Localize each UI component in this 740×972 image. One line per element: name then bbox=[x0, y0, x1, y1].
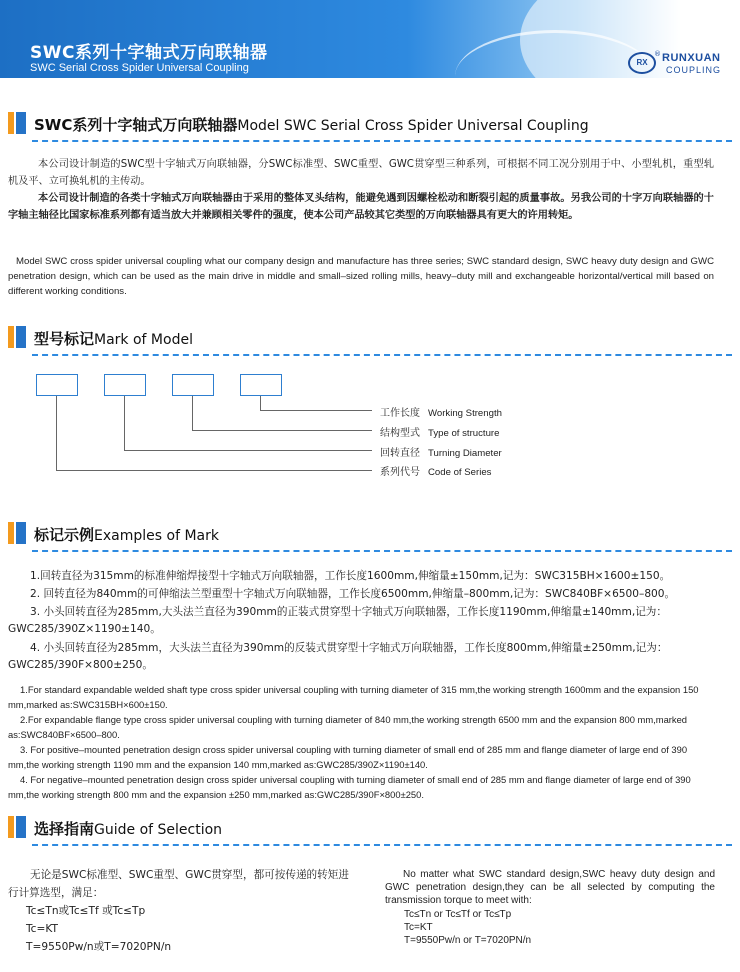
logo-registered: ® bbox=[654, 50, 661, 58]
model-label-series-code: 系列代号 Code of Series bbox=[380, 467, 492, 478]
model-label-turning-diameter: 回转直径 Turning Diameter bbox=[380, 448, 502, 459]
section-model-title: 型号标记Mark of Model bbox=[34, 330, 193, 348]
section-divider bbox=[32, 550, 732, 552]
leader-line bbox=[56, 470, 372, 471]
section-marker-orange bbox=[8, 326, 14, 348]
section-selection-header bbox=[0, 812, 740, 852]
example-en-2: 2.For expandable flange type cross spider universal coupling with turning diameter of 840 mm,the working strength 6500 mm and the expansion 800 mm,marked as:SWC840BF×6500–800. bbox=[8, 714, 688, 740]
leader-line bbox=[192, 396, 193, 430]
example-en-1: 1.For standard expandable welded shaft type cross spider universal coupling with turning diameter of 315 mm,the working strength 1600mm and the expansion 150 mm,marked as:SWC315BH×600±150. bbox=[8, 684, 699, 710]
intro-paragraph-cn-bold: 本公司设计制造的各类十字轴式万向联轴器由于采用的整体叉头结构，能避免遇到因螺栓松动和断裂引起的质量事故。另我公司的十字万向联轴器的十字轴主轴径比国家标准系列都有适当放大并兼顾相关零件的强度，使本公司产品较其它类型的万向联轴器具有更大的许用转矩。 bbox=[8, 193, 714, 221]
section-model-header bbox=[0, 322, 740, 362]
selection-formula-en-2: Tc=KT bbox=[404, 922, 433, 933]
leader-line bbox=[192, 430, 372, 431]
logo-subtext: COUPLING bbox=[666, 65, 722, 75]
intro-paragraph-en: Model SWC cross spider universal coupling what our company design and manufacture has three series; SWC standard design, SWC heavy duty design and GWC penetration design, which can be used as the main drive in middle and small–sized rolling mills, heavy–duty mill and exchangeable horizontal/vertical mill based on different working conditions. bbox=[8, 256, 714, 297]
selection-intro-en: No matter what SWC standard design,SWC heavy duty design and GWC penetration design,they can be all selected by computing the transmission torque to meet with: bbox=[385, 869, 715, 906]
selection-formula-en-3: T=9550Pw/n or T=7020PN/n bbox=[404, 935, 532, 946]
leader-line bbox=[260, 396, 261, 410]
section-marker-blue bbox=[16, 522, 26, 544]
section-marker-blue bbox=[16, 112, 26, 134]
model-box-structure bbox=[172, 374, 214, 396]
selection-formula-cn-3: T=9550Pw/n或T=7020PN/n bbox=[26, 941, 172, 953]
section-selection-title: 选择指南Guide of Selection bbox=[34, 820, 223, 838]
section-examples-header bbox=[0, 518, 740, 558]
example-cn-1: 1.回转直径为315mm的标准伸缩焊接型十字轴式万向联轴器，工作长度1600mm,伸缩量±150mm,记为：SWC315BH×1600±150。 bbox=[30, 570, 671, 582]
section-divider bbox=[32, 140, 732, 142]
section-marker-blue bbox=[16, 326, 26, 348]
company-logo bbox=[628, 50, 738, 76]
banner-title: SWC系列十字轴式万向联轴器 bbox=[30, 43, 268, 63]
section-marker-orange bbox=[8, 112, 14, 134]
leader-line bbox=[260, 410, 372, 411]
model-box-length bbox=[240, 374, 282, 396]
section-marker-orange bbox=[8, 816, 14, 838]
leader-line bbox=[124, 450, 372, 451]
example-cn-3: 3. 小头回转直径为285mm,大头法兰直径为390mm的正装式贯穿型十字轴式万向联轴器，工作长度1190mm,伸缩量±140mm,记为：GWC285/390Z×1190±140。 bbox=[8, 606, 667, 635]
logo-mark-icon: RX bbox=[628, 52, 656, 74]
selection-formula-cn-2: Tc=KT bbox=[26, 923, 58, 935]
section-divider bbox=[32, 354, 732, 356]
model-label-working-strength: 工作长度 Working Strength bbox=[380, 408, 502, 419]
logo-name: RUNXUAN bbox=[662, 52, 721, 64]
section-intro-header bbox=[0, 108, 740, 148]
section-intro-title: SWC系列十字轴式万向联轴器Model SWC Serial Cross Spider Universal Coupling bbox=[34, 116, 589, 134]
section-marker-blue bbox=[16, 816, 26, 838]
example-cn-4: 4. 小头回转直径为285mm，大头法兰直径为390mm的反装式贯穿型十字轴式万向联轴器，工作长度800mm,伸缩量±250mm,记为：GWC285/390F×800±250。 bbox=[8, 642, 668, 671]
example-en-4: 4. For negative–mounted penetration design cross spider universal coupling with turning diameter of small end of 285 mm and flange diameter of large end of 390 mm,the working strength 800 mm and the expansion ±250 mm,marked as:GWC285/390F×800±250. bbox=[8, 774, 691, 800]
section-divider bbox=[32, 844, 732, 846]
leader-line bbox=[56, 396, 57, 470]
model-box-series bbox=[36, 374, 78, 396]
banner-subtitle: SWC Serial Cross Spider Universal Coupling bbox=[30, 62, 249, 74]
section-marker-orange bbox=[8, 522, 14, 544]
selection-intro-cn: 无论是SWC标准型、SWC重型、GWC贯穿型，都可按传递的转矩进行计算选型，满足： bbox=[8, 869, 349, 899]
example-en-3: 3. For positive–mounted penetration design cross spider universal coupling with turning diameter of small end of 285 mm and flange diameter of large end of 390 mm,the working strength 1190 mm and the expansion 140 mm,marked as:GWC285/390Z×1190±140. bbox=[8, 744, 688, 770]
selection-formula-en-1: Tc≤Tn or Tc≤Tf or Tc≤Tp bbox=[404, 909, 512, 920]
model-box-diameter bbox=[104, 374, 146, 396]
example-cn-2: 2. 回转直径为840mm的可伸缩法兰型重型十字轴式万向联轴器，工作长度6500mm,伸缩量–800mm,记为：SWC840BF×6500–800。 bbox=[30, 588, 676, 600]
selection-formula-cn-1: Tc≤Tn或Tc≤Tf 或Tc≤Tp bbox=[26, 905, 146, 917]
leader-line bbox=[124, 396, 125, 450]
intro-paragraph-cn: 本公司设计制造的SWC型十字轴式万向联轴器，分SWC标准型、SWC重型、GWC贯穿型三种系列，可根据不同工况分别用于中、小型轧机，重型轧机及平、立可换轧机的主传动。 bbox=[8, 159, 714, 187]
section-examples-title: 标记示例Examples of Mark bbox=[34, 526, 219, 544]
model-label-structure: 结构型式 Type of structure bbox=[380, 428, 500, 439]
